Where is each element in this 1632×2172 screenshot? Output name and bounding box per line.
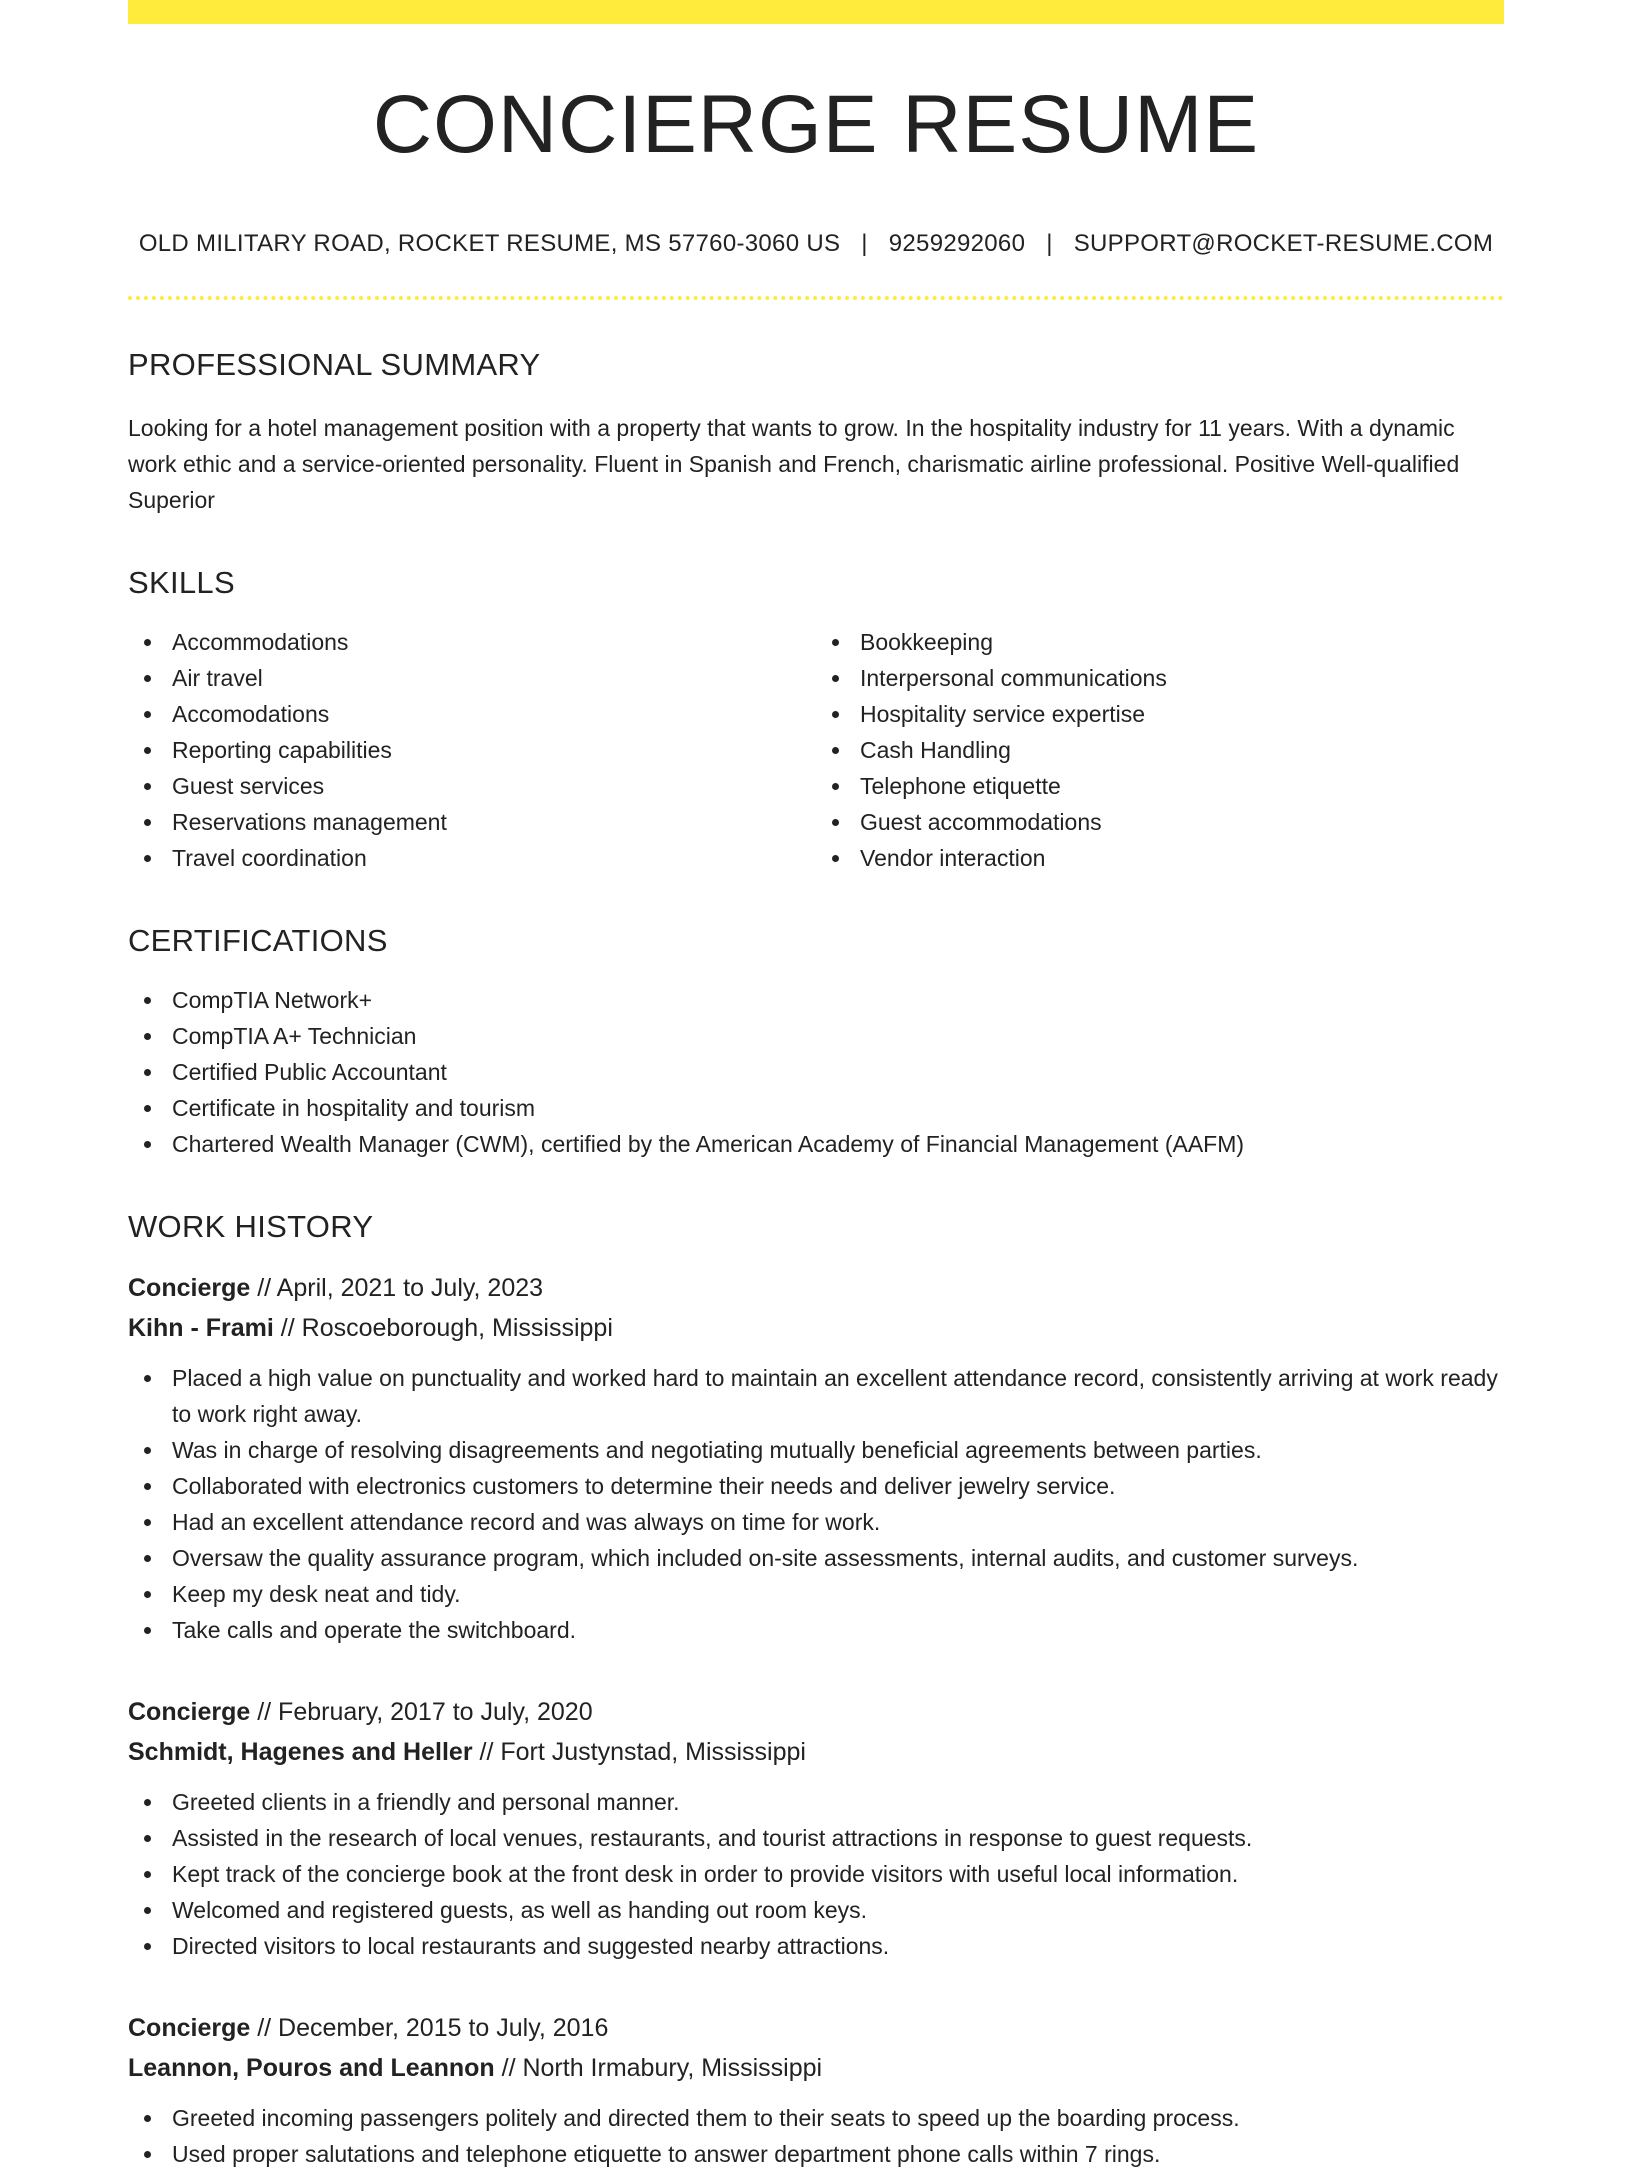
skill-item: Air travel [172, 660, 816, 696]
job-title: Concierge [128, 2014, 251, 2043]
certifications-section [128, 924, 1504, 1162]
resume-page [128, 0, 1504, 2172]
job-duties-list [128, 1360, 1504, 1648]
job-duties-list [128, 1784, 1504, 1964]
work-history-section [128, 1210, 1504, 2172]
job-duty-item: Kept track of the concierge book at the front desk in order to provide visitors with useful local information. [172, 1856, 1504, 1892]
skill-item: Interpersonal communications [860, 660, 1504, 696]
certification-item: Certificate in hospitality and tourism [172, 1090, 1504, 1126]
professional-summary-section [128, 348, 1504, 518]
skill-item: Telephone etiquette [860, 768, 1504, 804]
contact-email: SUPPORT@ROCKET-RESUME.COM [1073, 230, 1494, 257]
skills-section [128, 566, 1504, 876]
skills-list-right [816, 624, 1504, 876]
contact-address: OLD MILITARY ROAD, ROCKET RESUME, MS 57760-3060 US [138, 230, 841, 257]
job-company-line [128, 2048, 1504, 2088]
job-duty-item: Directed visitors to local restaurants and suggested nearby attractions. [172, 1928, 1504, 1964]
skills-list-left [128, 624, 816, 876]
job-company-line [128, 1308, 1504, 1348]
job-company: Schmidt, Hagenes and Heller [128, 1738, 473, 1767]
contact-separator: | [861, 230, 868, 257]
job-duty-item: Collaborated with electronics customers to determine their needs and deliver jewelry service. [172, 1468, 1504, 1504]
job-title-line [128, 1268, 1504, 1308]
job-duty-item: Greeted clients in a friendly and personal manner. [172, 1784, 1504, 1820]
certification-item: Certified Public Accountant [172, 1054, 1504, 1090]
certification-item: Chartered Wealth Manager (CWM), certified by the American Academy of Financial Management (AAFM) [172, 1126, 1504, 1162]
job-location: // Roscoeborough, Mississippi [280, 1314, 613, 1343]
job-duty-item: Placed a high value on punctuality and worked hard to maintain an excellent attendance record, consistently arriving at work ready to work right away. [172, 1360, 1504, 1432]
job-duty-item: Take calls and operate the switchboard. [172, 1612, 1504, 1648]
job-company: Kihn - Frami [128, 1314, 274, 1343]
contact-separator: | [1046, 230, 1053, 257]
job-company-line [128, 1732, 1504, 1772]
contact-phone: 9259292060 [888, 230, 1026, 257]
job-duty-item: Greeted incoming passengers politely and directed them to their seats to speed up the boarding process. [172, 2100, 1504, 2136]
skills-grid [128, 600, 1504, 876]
job-title: Concierge [128, 1274, 251, 1303]
job-duty-item: Used proper salutations and telephone etiquette to answer department phone calls within 7 rings. [172, 2136, 1504, 2172]
job-duty-item: Was in charge of resolving disagreements and negotiating mutually beneficial agreements between parties. [172, 1432, 1504, 1468]
section-heading-work-history: WORK HISTORY [128, 1209, 374, 1245]
skill-item: Bookkeeping [860, 624, 1504, 660]
jobs-list [128, 1268, 1504, 2172]
skill-item: Accommodations [172, 624, 816, 660]
certifications-list [128, 982, 1504, 1162]
skill-item: Vendor interaction [860, 840, 1504, 876]
job-title-line [128, 1692, 1504, 1732]
contact-line [128, 230, 1504, 258]
job-duty-item: Keep my desk neat and tidy. [172, 1576, 1504, 1612]
resume-title: CONCIERGE RESUME [372, 79, 1260, 170]
job-duty-item: Had an excellent attendance record and was always on time for work. [172, 1504, 1504, 1540]
skill-item: Guest accommodations [860, 804, 1504, 840]
skill-item: Reservations management [172, 804, 816, 840]
skill-item: Cash Handling [860, 732, 1504, 768]
certification-item: CompTIA A+ Technician [172, 1018, 1504, 1054]
job-dates: // December, 2015 to July, 2016 [257, 2014, 609, 2043]
job-location: // North Irmabury, Mississippi [501, 2054, 823, 2083]
job-title: Concierge [128, 1698, 251, 1727]
skill-item: Reporting capabilities [172, 732, 816, 768]
job-company: Leannon, Pouros and Leannon [128, 2054, 495, 2083]
dotted-divider [128, 296, 1504, 300]
job-duty-item: Assisted in the research of local venues, restaurants, and tourist attractions in response to guest requests. [172, 1820, 1504, 1856]
section-heading-skills: SKILLS [128, 565, 235, 601]
job-duty-item: Oversaw the quality assurance program, which included on-site assessments, internal audits, and customer surveys. [172, 1540, 1504, 1576]
job-dates: // April, 2021 to July, 2023 [257, 1274, 544, 1303]
job-dates: // February, 2017 to July, 2020 [257, 1698, 593, 1727]
job-title-line [128, 2008, 1504, 2048]
job-entry [128, 1268, 1504, 1648]
skill-item: Guest services [172, 768, 816, 804]
skill-item: Hospitality service expertise [860, 696, 1504, 732]
skill-item: Accomodations [172, 696, 816, 732]
summary-text: Looking for a hotel management position with a property that wants to grow. In the hospitality industry for 11 years. With a dynamic work ethic and a service-oriented personality. Fluent in Spanish and French, charismatic airline professional. Positive Well-qualified Superior [128, 415, 1460, 514]
job-duties-list [128, 2100, 1504, 2172]
job-entry [128, 2008, 1504, 2172]
job-duty-item: Welcomed and registered guests, as well as handing out room keys. [172, 1892, 1504, 1928]
section-heading-summary: PROFESSIONAL SUMMARY [128, 347, 541, 382]
job-entry [128, 1692, 1504, 1964]
skill-item: Travel coordination [172, 840, 816, 876]
section-heading-certifications: CERTIFICATIONS [128, 923, 388, 959]
certification-item: CompTIA Network+ [172, 982, 1504, 1018]
accent-top-bar [128, 0, 1504, 24]
job-location: // Fort Justynstad, Mississippi [479, 1738, 806, 1767]
